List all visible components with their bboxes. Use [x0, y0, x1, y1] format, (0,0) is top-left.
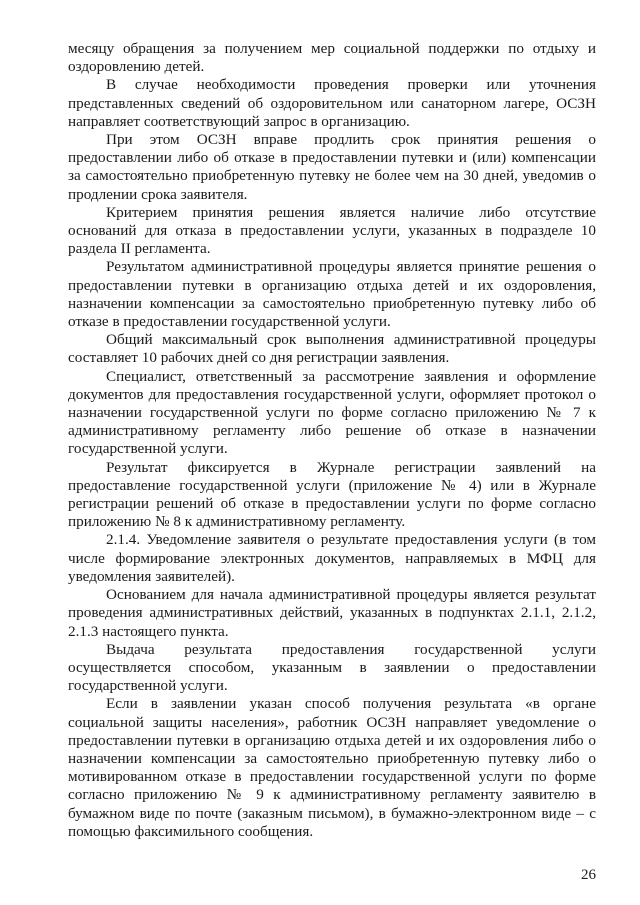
paragraph-notification-method: Если в заявлении указан способ получения результата «в органе социальной защиты населения», работник ОСЗН направляет уведомление о предоставлении путевки в организацию отдыха детей и их оздоровления либо о назначении компенсации за самостоятельно приобретенную путевку либо о мотивированном отказе в предоставлении государственной услуги по форме согласно приложению № 9 к административному регламенту заявителю в бумажном виде по почте (заказным письмом), в бумажно-электронном виде – с помощью факсимильного сообщения.	[68, 695, 596, 840]
paragraph-verification-request: В случае необходимости проведения проверки или уточнения представленных сведений об оздоровительном или санаторном лагере, ОСЗН направляет соответствующий запрос в организацию.	[68, 76, 596, 130]
paragraph-max-duration: Общий максимальный срок выполнения административной процедуры составляет 10 рабочих дней со дня регистрации заявления.	[68, 331, 596, 367]
document-body	[68, 40, 596, 841]
page-number: 26	[581, 867, 596, 883]
paragraph-specialist-protocol: Специалист, ответственный за рассмотрение заявления и оформление документов для предоставления государственной услуги, оформляет протокол о назначении государственной услуги по форме согласно приложению № 7 к административному регламенту либо решение об отказе в назначении государственной услуги.	[68, 367, 596, 458]
paragraph-section-2-1-4: 2.1.4. Уведомление заявителя о результате предоставления услуги (в том числе формирование электронных документов, направляемых в МФЦ для уведомления заявителей).	[68, 531, 596, 585]
paragraph-decision-criterion: Критерием принятия решения является наличие либо отсутствие оснований для отказа в предоставлении услуги, указанных в подразделе 10 раздела II регламента.	[68, 203, 596, 258]
paragraph-deadline-extension: При этом ОСЗН вправе продлить срок принятия решения о предоставлении либо об отказе в предоставлении путевки и (или) компенсации за самостоятельно приобретенную путевку не более чем на 30 дней, уведомив о продлении срока заявителя.	[68, 131, 596, 203]
paragraph-procedure-result: Результатом административной процедуры является принятие решения о предоставлении путевки в организацию отдыха детей и их оздоровления, назначении компенсации за самостоятельно приобретенную путевку либо об отказе в предоставлении государственной услуги.	[68, 258, 596, 331]
paragraph-result-registration: Результат фиксируется в Журнале регистрации заявлений на предоставление государственной услуги (приложение № 4) или в Журнале регистрации решений об отказе в предоставлении услуги по форме согласно приложению № 8 к административному регламенту.	[68, 458, 596, 531]
paragraph-procedure-basis: Основанием для начала административной процедуры является результат проведения административных действий, указанных в подпунктах 2.1.1, 2.1.2, 2.1.3 настоящего пункта.	[68, 586, 596, 640]
paragraph-result-delivery: Выдача результата предоставления государственной услуги осуществляется способом, указанным в заявлении о предоставлении государственной услуги.	[68, 640, 596, 695]
paragraph-continuation: месяцу обращения за получением мер социальной поддержки по отдыху и оздоровлению детей.	[68, 40, 596, 76]
